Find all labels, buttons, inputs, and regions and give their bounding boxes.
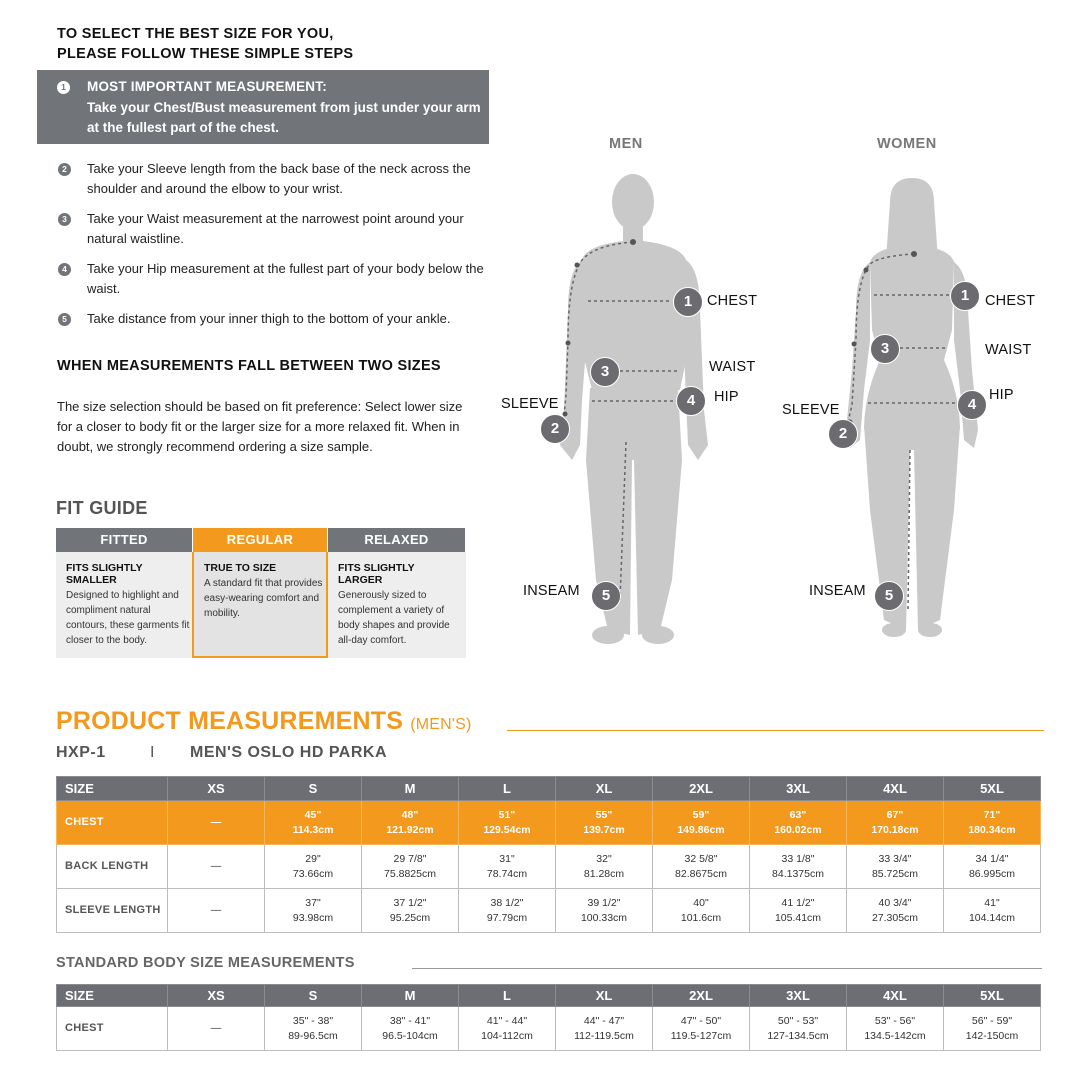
row-label: CHEST <box>57 801 168 845</box>
step-1-title: MOST IMPORTANT MEASUREMENT: <box>87 79 327 94</box>
table-cell <box>459 889 556 933</box>
size-header-m: M <box>362 777 459 801</box>
table-cell <box>944 801 1041 845</box>
women-label-sleeve: SLEEVE <box>782 402 840 418</box>
table-cell <box>265 801 362 845</box>
step-4 <box>57 259 487 299</box>
table-cell <box>847 845 944 889</box>
cell-inches: 41" <box>984 896 1000 909</box>
cell-inches: 37" <box>305 896 321 909</box>
step-3-number: 3 <box>58 213 71 226</box>
cell-cm: 86.995cm <box>968 867 1016 880</box>
cell-inches: 38" - 41" <box>389 1014 431 1027</box>
step-5-number: 5 <box>58 313 71 326</box>
cell-inches: 59" <box>692 808 710 821</box>
product-measurements-table <box>56 776 1041 933</box>
women-label-chest: CHEST <box>985 293 1036 309</box>
product-code: HXP-1 <box>56 744 106 761</box>
size-header-xs: XS <box>168 777 265 801</box>
size-header-size: SIZE <box>57 985 168 1007</box>
product-table-header-row <box>57 777 1041 801</box>
table-cell <box>653 845 750 889</box>
step-1-text: Take your Chest/Bust measurement from just under your arm at the fullest part of the chest. <box>87 100 481 135</box>
cell-cm: 84.1375cm <box>772 867 824 880</box>
cell-cm: 81.28cm <box>583 867 625 880</box>
cell-inches: 33 1/8" <box>781 852 815 865</box>
step-4-number: 4 <box>58 263 71 276</box>
size-header-2xl: 2XL <box>653 985 750 1007</box>
cell-cm: 104.14cm <box>968 911 1016 924</box>
size-header-size: SIZE <box>57 777 168 801</box>
table-cell <box>459 801 556 845</box>
size-header-5xl: 5XL <box>944 985 1041 1007</box>
cell-cm: 82.8675cm <box>675 867 727 880</box>
cell-inches: 40 3/4" <box>878 896 912 909</box>
table-cell <box>459 1007 556 1051</box>
women-label-inseam: INSEAM <box>809 583 866 599</box>
fit-fitted-header: FITTED <box>56 528 192 552</box>
size-header-3xl: 3XL <box>750 777 847 801</box>
cell-inches: 53" - 56" <box>874 1014 916 1027</box>
cell-inches: 29 7/8" <box>393 852 427 865</box>
fit-guide-title: FIT GUIDE <box>56 498 148 518</box>
cell-cm: 121.92cm <box>386 823 434 836</box>
table-row <box>57 1007 1041 1051</box>
size-header-m: M <box>362 985 459 1007</box>
men-badge-chest: 1 <box>673 287 703 317</box>
men-figure-title: MEN <box>609 136 643 152</box>
step-2 <box>57 159 487 199</box>
cell-cm: 96.5-104cm <box>382 1029 438 1042</box>
cell-inches: 50" - 53" <box>777 1014 819 1027</box>
women-badge-chest: 1 <box>950 281 980 311</box>
cell-inches: 29" <box>305 852 321 865</box>
cell-inches: 32 5/8" <box>684 852 718 865</box>
size-header-3xl: 3XL <box>750 985 847 1007</box>
cell-cm: 127-134.5cm <box>767 1029 829 1042</box>
table-cell <box>556 801 653 845</box>
cell-cm: 139.7cm <box>583 823 625 836</box>
size-header-4xl: 4XL <box>847 985 944 1007</box>
standard-table-header-row <box>57 985 1041 1007</box>
men-badge-waist: 3 <box>590 357 620 387</box>
header-line-2: PLEASE FOLLOW THESE SIMPLE STEPS <box>57 46 354 62</box>
table-cell <box>459 845 556 889</box>
table-row <box>57 801 1041 845</box>
cell-cm: 180.34cm <box>968 823 1016 836</box>
size-header-4xl: 4XL <box>847 777 944 801</box>
cell-cm: 97.79cm <box>486 911 528 924</box>
between-sizes-body: The size selection should be based on fit preference: Select lower size for a closer to body fit or the larger size for a more relaxed fit. When in doubt, we strongly recommend ordering a size sample. <box>57 399 463 454</box>
size-header-5xl: 5XL <box>944 777 1041 801</box>
cell-cm: 114.3cm <box>292 823 334 836</box>
women-label-waist: WAIST <box>985 342 1032 358</box>
cell-inches: 32" <box>596 852 612 865</box>
step-2-number: 2 <box>58 163 71 176</box>
between-sizes-title: WHEN MEASUREMENTS FALL BETWEEN TWO SIZES <box>57 358 441 374</box>
table-cell <box>847 801 944 845</box>
cell-inches: 71" <box>983 808 1001 821</box>
step-2-text: Take your Sleeve length from the back base of the neck across the shoulder and around the elbow to your wrist. <box>87 161 471 196</box>
cell-inches: 44" - 47" <box>583 1014 625 1027</box>
cell-inches: 63" <box>789 808 807 821</box>
cell-cm: 170.18cm <box>871 823 919 836</box>
cell-cm: 73.66cm <box>292 867 334 880</box>
standard-body-table <box>56 984 1041 1051</box>
table-cell <box>750 1007 847 1051</box>
fit-regular-header: REGULAR <box>193 528 327 552</box>
women-badge-inseam: 5 <box>874 581 904 611</box>
step-5-text: Take distance from your inner thigh to the bottom of your ankle. <box>87 311 451 326</box>
product-measurements-title-main: PRODUCT MEASUREMENTS <box>56 707 404 735</box>
cell-inches: 67" <box>886 808 904 821</box>
product-measurements-title <box>56 707 472 736</box>
size-header-2xl: 2XL <box>653 777 750 801</box>
table-cell <box>168 845 265 889</box>
table-cell <box>556 1007 653 1051</box>
cell-cm: 93.98cm <box>292 911 334 924</box>
size-header-l: L <box>459 777 556 801</box>
cell-inches: — <box>210 904 222 916</box>
fit-relaxed-desc: Generously sized to complement a variety of body shapes and provide all-day comfort. <box>338 590 450 646</box>
men-badge-sleeve: 2 <box>540 414 570 444</box>
men-label-waist: WAIST <box>709 359 756 375</box>
cell-cm: 85.725cm <box>871 867 919 880</box>
cell-cm: 89-96.5cm <box>288 1029 338 1042</box>
cell-cm: 78.74cm <box>486 867 528 880</box>
men-label-inseam: INSEAM <box>523 583 580 599</box>
table-cell <box>265 889 362 933</box>
cell-inches: 38 1/2" <box>490 896 524 909</box>
fit-relaxed-panel <box>328 552 466 658</box>
step-4-text: Take your Hip measurement at the fullest part of your body below the waist. <box>87 261 484 296</box>
cell-inches: 45" <box>304 808 322 821</box>
women-badge-hip: 4 <box>957 390 987 420</box>
table-cell <box>556 889 653 933</box>
cell-cm: 100.33cm <box>580 911 628 924</box>
product-name: MEN'S OSLO HD PARKA <box>190 744 388 761</box>
women-badge-sleeve: 2 <box>828 419 858 449</box>
table-cell <box>362 889 459 933</box>
table-cell <box>362 1007 459 1051</box>
table-cell <box>750 801 847 845</box>
size-header-xs: XS <box>168 985 265 1007</box>
table-cell <box>556 845 653 889</box>
cell-inches: 55" <box>595 808 613 821</box>
cell-cm: 104-112cm <box>481 1029 533 1042</box>
cell-cm: 27.305cm <box>871 911 919 924</box>
men-label-chest: CHEST <box>707 293 758 309</box>
header-line-1: TO SELECT THE BEST SIZE FOR YOU, <box>57 26 334 42</box>
cell-inches: 56" - 59" <box>971 1014 1013 1027</box>
table-cell <box>653 1007 750 1051</box>
row-label: BACK LENGTH <box>57 845 168 889</box>
cell-inches: 39 1/2" <box>587 896 621 909</box>
fit-regular-heading: TRUE TO SIZE <box>204 562 277 574</box>
cell-inches: 34 1/4" <box>975 852 1009 865</box>
cell-inches: 40" <box>693 896 709 909</box>
women-label-hip: HIP <box>989 387 1014 403</box>
table-cell <box>653 801 750 845</box>
fit-fitted-panel <box>56 552 192 658</box>
table-cell <box>362 845 459 889</box>
table-cell <box>944 889 1041 933</box>
table-cell <box>362 801 459 845</box>
cell-cm: 142-150cm <box>965 1029 1019 1042</box>
fit-regular-panel <box>192 552 328 658</box>
standard-body-title: STANDARD BODY SIZE MEASUREMENTS <box>56 955 355 971</box>
cell-cm: 129.54cm <box>483 823 531 836</box>
cell-cm: 105.41cm <box>774 911 822 924</box>
table-row <box>57 889 1041 933</box>
row-label: CHEST <box>57 1007 168 1051</box>
cell-cm: 112-119.5cm <box>574 1029 634 1042</box>
cell-inches: 41 1/2" <box>781 896 815 909</box>
size-header-s: S <box>265 985 362 1007</box>
cell-cm: 101.6cm <box>680 911 722 924</box>
table-cell <box>265 845 362 889</box>
size-header-l: L <box>459 985 556 1007</box>
cell-inches: — <box>210 860 222 872</box>
cell-cm: 160.02cm <box>774 823 822 836</box>
table-cell <box>847 1007 944 1051</box>
men-label-sleeve: SLEEVE <box>501 396 559 412</box>
cell-cm: 119.5-127cm <box>670 1029 732 1042</box>
product-measurements-title-suffix: (MEN'S) <box>410 716 472 733</box>
cell-inches: 35" - 38" <box>292 1014 334 1027</box>
size-header-s: S <box>265 777 362 801</box>
step-1-number: 1 <box>57 81 70 94</box>
table-cell <box>750 845 847 889</box>
men-badge-inseam: 5 <box>591 581 621 611</box>
men-label-hip: HIP <box>714 389 739 405</box>
fit-fitted-heading: FITS SLIGHTLY SMALLER <box>66 562 143 586</box>
step-3-text: Take your Waist measurement at the narrowest point around your natural waistline. <box>87 211 464 246</box>
cell-inches: 48" <box>401 808 419 821</box>
table-cell <box>750 889 847 933</box>
table-cell <box>168 1007 265 1051</box>
cell-inches: 47" - 50" <box>680 1014 722 1027</box>
men-badge-hip: 4 <box>676 386 706 416</box>
cell-inches: 33 3/4" <box>878 852 912 865</box>
product-separator: I <box>150 744 155 761</box>
women-figure-title: WOMEN <box>877 136 937 152</box>
step-5 <box>57 309 487 349</box>
step-1-highlight <box>37 70 489 144</box>
fit-relaxed-heading: FITS SLIGHTLY LARGER <box>338 562 415 586</box>
size-header-xl: XL <box>556 985 653 1007</box>
fit-regular-desc: A standard fit that provides easy-wearing comfort and mobility. <box>204 578 323 619</box>
standard-title-rule <box>412 968 1042 969</box>
fit-relaxed-header: RELAXED <box>328 528 465 552</box>
cell-inches: — <box>210 816 222 828</box>
cell-inches: 31" <box>499 852 515 865</box>
fit-fitted-desc: Designed to highlight and compliment natural contours, these garments fit closer to the body. <box>66 590 190 646</box>
cell-cm: 75.8825cm <box>384 867 436 880</box>
table-cell <box>168 889 265 933</box>
women-badge-waist: 3 <box>870 334 900 364</box>
cell-inches: 41" - 44" <box>486 1014 528 1027</box>
product-title-rule <box>507 730 1044 731</box>
instructions-header <box>57 24 353 64</box>
table-row <box>57 845 1041 889</box>
table-cell <box>168 801 265 845</box>
table-cell <box>265 1007 362 1051</box>
table-cell <box>944 845 1041 889</box>
cell-cm: 134.5-142cm <box>864 1029 926 1042</box>
table-cell <box>944 1007 1041 1051</box>
row-label: SLEEVE LENGTH <box>57 889 168 933</box>
cell-cm: 95.25cm <box>389 911 431 924</box>
cell-inches: 51" <box>498 808 516 821</box>
size-header-xl: XL <box>556 777 653 801</box>
cell-inches: 37 1/2" <box>393 896 427 909</box>
cell-inches: — <box>210 1022 222 1034</box>
table-cell <box>847 889 944 933</box>
step-3 <box>57 209 487 249</box>
table-cell <box>653 889 750 933</box>
cell-cm: 149.86cm <box>677 823 725 836</box>
